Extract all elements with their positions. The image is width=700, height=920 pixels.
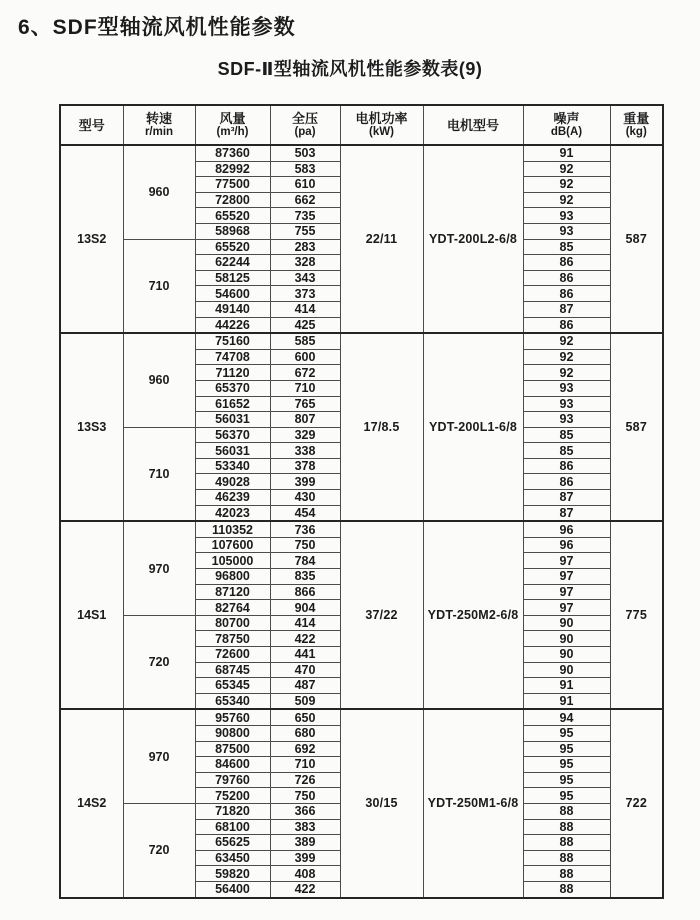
noise-cell: 93 — [523, 208, 610, 224]
pressure-cell: 735 — [270, 208, 340, 224]
noise-cell: 92 — [523, 177, 610, 193]
pressure-cell: 662 — [270, 192, 340, 208]
airflow-cell: 56031 — [195, 443, 270, 459]
airflow-cell: 65345 — [195, 678, 270, 694]
table-row — [60, 145, 663, 161]
airflow-cell: 80700 — [195, 615, 270, 631]
pressure-cell: 389 — [270, 835, 340, 851]
table-header — [60, 105, 663, 145]
airflow-cell: 59820 — [195, 866, 270, 882]
pressure-cell: 835 — [270, 569, 340, 585]
noise-cell: 90 — [523, 662, 610, 678]
airflow-cell: 65340 — [195, 693, 270, 709]
noise-cell: 92 — [523, 192, 610, 208]
pressure-cell: 338 — [270, 443, 340, 459]
pressure-cell: 710 — [270, 757, 340, 773]
noise-cell: 88 — [523, 835, 610, 851]
airflow-cell: 71820 — [195, 803, 270, 819]
noise-cell: 85 — [523, 427, 610, 443]
speed-cell: 960 — [123, 333, 195, 427]
noise-cell: 95 — [523, 741, 610, 757]
noise-cell: 87 — [523, 301, 610, 317]
airflow-cell: 68745 — [195, 662, 270, 678]
pressure-cell: 680 — [270, 725, 340, 741]
airflow-cell: 82992 — [195, 161, 270, 177]
noise-cell: 90 — [523, 615, 610, 631]
noise-cell: 96 — [523, 537, 610, 553]
airflow-cell: 75160 — [195, 333, 270, 349]
airflow-cell: 87360 — [195, 145, 270, 161]
airflow-cell: 61652 — [195, 396, 270, 412]
speed-cell: 720 — [123, 615, 195, 709]
noise-cell: 88 — [523, 850, 610, 866]
airflow-cell: 74708 — [195, 349, 270, 365]
airflow-cell: 75200 — [195, 788, 270, 804]
weight-cell: 587 — [610, 145, 663, 333]
speed-cell: 710 — [123, 427, 195, 521]
airflow-cell: 62244 — [195, 255, 270, 271]
speed-cell: 960 — [123, 145, 195, 239]
pressure-cell: 610 — [270, 177, 340, 193]
noise-cell: 94 — [523, 709, 610, 725]
table-row — [60, 521, 663, 537]
pressure-cell: 329 — [270, 427, 340, 443]
noise-cell: 87 — [523, 490, 610, 506]
noise-cell: 90 — [523, 631, 610, 647]
noise-cell: 86 — [523, 270, 610, 286]
airflow-cell: 65520 — [195, 239, 270, 255]
pressure-cell: 378 — [270, 458, 340, 474]
model-cell: 14S2 — [60, 709, 123, 897]
noise-cell: 92 — [523, 365, 610, 381]
header-airflow: 风量 (m³/h) — [195, 105, 270, 145]
header-weight: 重量 (kg) — [610, 105, 663, 145]
airflow-cell: 107600 — [195, 537, 270, 553]
airflow-cell: 49140 — [195, 301, 270, 317]
airflow-cell: 84600 — [195, 757, 270, 773]
header-motor-model: 电机型号 — [423, 105, 523, 145]
model-cell: 14S1 — [60, 521, 123, 709]
airflow-cell: 87500 — [195, 741, 270, 757]
speed-cell: 970 — [123, 709, 195, 803]
noise-cell: 95 — [523, 772, 610, 788]
pressure-cell: 600 — [270, 349, 340, 365]
airflow-cell: 58968 — [195, 223, 270, 239]
speed-cell: 710 — [123, 239, 195, 333]
header-power: 电机功率 (kW) — [340, 105, 423, 145]
pressure-cell: 755 — [270, 223, 340, 239]
airflow-cell: 87120 — [195, 584, 270, 600]
noise-cell: 93 — [523, 223, 610, 239]
noise-cell: 88 — [523, 866, 610, 882]
speed-cell: 970 — [123, 521, 195, 615]
airflow-cell: 105000 — [195, 553, 270, 569]
noise-cell: 96 — [523, 521, 610, 537]
pressure-cell: 441 — [270, 647, 340, 663]
pressure-cell: 470 — [270, 662, 340, 678]
table-row — [60, 333, 663, 349]
airflow-cell: 56370 — [195, 427, 270, 443]
noise-cell: 93 — [523, 380, 610, 396]
noise-cell: 92 — [523, 161, 610, 177]
pressure-cell: 487 — [270, 678, 340, 694]
noise-cell: 93 — [523, 412, 610, 428]
airflow-cell: 77500 — [195, 177, 270, 193]
noise-cell: 86 — [523, 474, 610, 490]
model-block — [60, 333, 663, 521]
pressure-cell: 414 — [270, 301, 340, 317]
pressure-cell: 283 — [270, 239, 340, 255]
pressure-cell: 866 — [270, 584, 340, 600]
motor-model-cell: YDT-250M2-6/8 — [423, 521, 523, 709]
pressure-cell: 328 — [270, 255, 340, 271]
pressure-cell: 904 — [270, 600, 340, 616]
airflow-cell: 68100 — [195, 819, 270, 835]
power-cell: 17/8.5 — [340, 333, 423, 521]
airflow-cell: 65625 — [195, 835, 270, 851]
model-block — [60, 145, 663, 333]
pressure-cell: 422 — [270, 881, 340, 897]
airflow-cell: 58125 — [195, 270, 270, 286]
table-row — [60, 709, 663, 725]
pressure-cell: 366 — [270, 803, 340, 819]
airflow-cell: 96800 — [195, 569, 270, 585]
noise-cell: 97 — [523, 569, 610, 585]
pressure-cell: 383 — [270, 819, 340, 835]
pressure-cell: 454 — [270, 505, 340, 521]
airflow-cell: 65520 — [195, 208, 270, 224]
pressure-cell: 807 — [270, 412, 340, 428]
pressure-cell: 784 — [270, 553, 340, 569]
pressure-cell: 672 — [270, 365, 340, 381]
noise-cell: 90 — [523, 647, 610, 663]
airflow-cell: 79760 — [195, 772, 270, 788]
airflow-cell: 54600 — [195, 286, 270, 302]
airflow-cell: 56031 — [195, 412, 270, 428]
pressure-cell: 710 — [270, 380, 340, 396]
pressure-cell: 765 — [270, 396, 340, 412]
model-block — [60, 521, 663, 709]
motor-model-cell: YDT-250M1-6/8 — [423, 709, 523, 897]
power-cell: 22/11 — [340, 145, 423, 333]
pressure-cell: 736 — [270, 521, 340, 537]
noise-cell: 88 — [523, 803, 610, 819]
pressure-cell: 373 — [270, 286, 340, 302]
airflow-cell: 42023 — [195, 505, 270, 521]
power-cell: 37/22 — [340, 521, 423, 709]
header-row — [60, 105, 663, 145]
noise-cell: 91 — [523, 693, 610, 709]
airflow-cell: 53340 — [195, 458, 270, 474]
airflow-cell: 71120 — [195, 365, 270, 381]
pressure-cell: 583 — [270, 161, 340, 177]
pressure-cell: 509 — [270, 693, 340, 709]
noise-cell: 86 — [523, 286, 610, 302]
weight-cell: 722 — [610, 709, 663, 897]
pressure-cell: 408 — [270, 866, 340, 882]
noise-cell: 97 — [523, 600, 610, 616]
pressure-cell: 692 — [270, 741, 340, 757]
airflow-cell: 90800 — [195, 725, 270, 741]
noise-cell: 86 — [523, 458, 610, 474]
header-speed: 转速 r/min — [123, 105, 195, 145]
pressure-cell: 750 — [270, 788, 340, 804]
model-cell: 13S2 — [60, 145, 123, 333]
pressure-cell: 585 — [270, 333, 340, 349]
noise-cell: 86 — [523, 255, 610, 271]
pressure-cell: 425 — [270, 317, 340, 333]
page-heading: 6、SDF型轴流风机性能参数 — [18, 16, 296, 39]
airflow-cell: 46239 — [195, 490, 270, 506]
pressure-cell: 343 — [270, 270, 340, 286]
weight-cell: 587 — [610, 333, 663, 521]
noise-cell: 97 — [523, 584, 610, 600]
table-title: SDF-Ⅱ型轴流风机性能参数表(9) — [217, 59, 483, 79]
noise-cell: 95 — [523, 788, 610, 804]
noise-cell: 95 — [523, 757, 610, 773]
airflow-cell: 65370 — [195, 380, 270, 396]
speed-cell: 720 — [123, 803, 195, 897]
header-noise: 噪声 dB(A) — [523, 105, 610, 145]
noise-cell: 86 — [523, 317, 610, 333]
pressure-cell: 650 — [270, 709, 340, 725]
pressure-cell: 414 — [270, 615, 340, 631]
noise-cell: 88 — [523, 881, 610, 897]
noise-cell: 88 — [523, 819, 610, 835]
pressure-cell: 399 — [270, 850, 340, 866]
noise-cell: 85 — [523, 239, 610, 255]
noise-cell: 97 — [523, 553, 610, 569]
pressure-cell: 726 — [270, 772, 340, 788]
header-pressure: 全压 (pa) — [270, 105, 340, 145]
pressure-cell: 430 — [270, 490, 340, 506]
motor-model-cell: YDT-200L2-6/8 — [423, 145, 523, 333]
airflow-cell: 78750 — [195, 631, 270, 647]
noise-cell: 93 — [523, 396, 610, 412]
motor-model-cell: YDT-200L1-6/8 — [423, 333, 523, 521]
model-cell: 13S3 — [60, 333, 123, 521]
power-cell: 30/15 — [340, 709, 423, 897]
airflow-cell: 95760 — [195, 709, 270, 725]
weight-cell: 775 — [610, 521, 663, 709]
airflow-cell: 63450 — [195, 850, 270, 866]
noise-cell: 87 — [523, 505, 610, 521]
noise-cell: 91 — [523, 678, 610, 694]
airflow-cell: 82764 — [195, 600, 270, 616]
airflow-cell: 72800 — [195, 192, 270, 208]
noise-cell: 95 — [523, 725, 610, 741]
header-model: 型号 — [60, 105, 123, 145]
pressure-cell: 399 — [270, 474, 340, 490]
pressure-cell: 750 — [270, 537, 340, 553]
airflow-cell: 44226 — [195, 317, 270, 333]
airflow-cell: 49028 — [195, 474, 270, 490]
pressure-cell: 503 — [270, 145, 340, 161]
pressure-cell: 422 — [270, 631, 340, 647]
noise-cell: 85 — [523, 443, 610, 459]
noise-cell: 91 — [523, 145, 610, 161]
noise-cell: 92 — [523, 333, 610, 349]
model-block — [60, 709, 663, 897]
airflow-cell: 110352 — [195, 521, 270, 537]
airflow-cell: 72600 — [195, 647, 270, 663]
performance-table — [59, 104, 664, 899]
noise-cell: 92 — [523, 349, 610, 365]
airflow-cell: 56400 — [195, 881, 270, 897]
